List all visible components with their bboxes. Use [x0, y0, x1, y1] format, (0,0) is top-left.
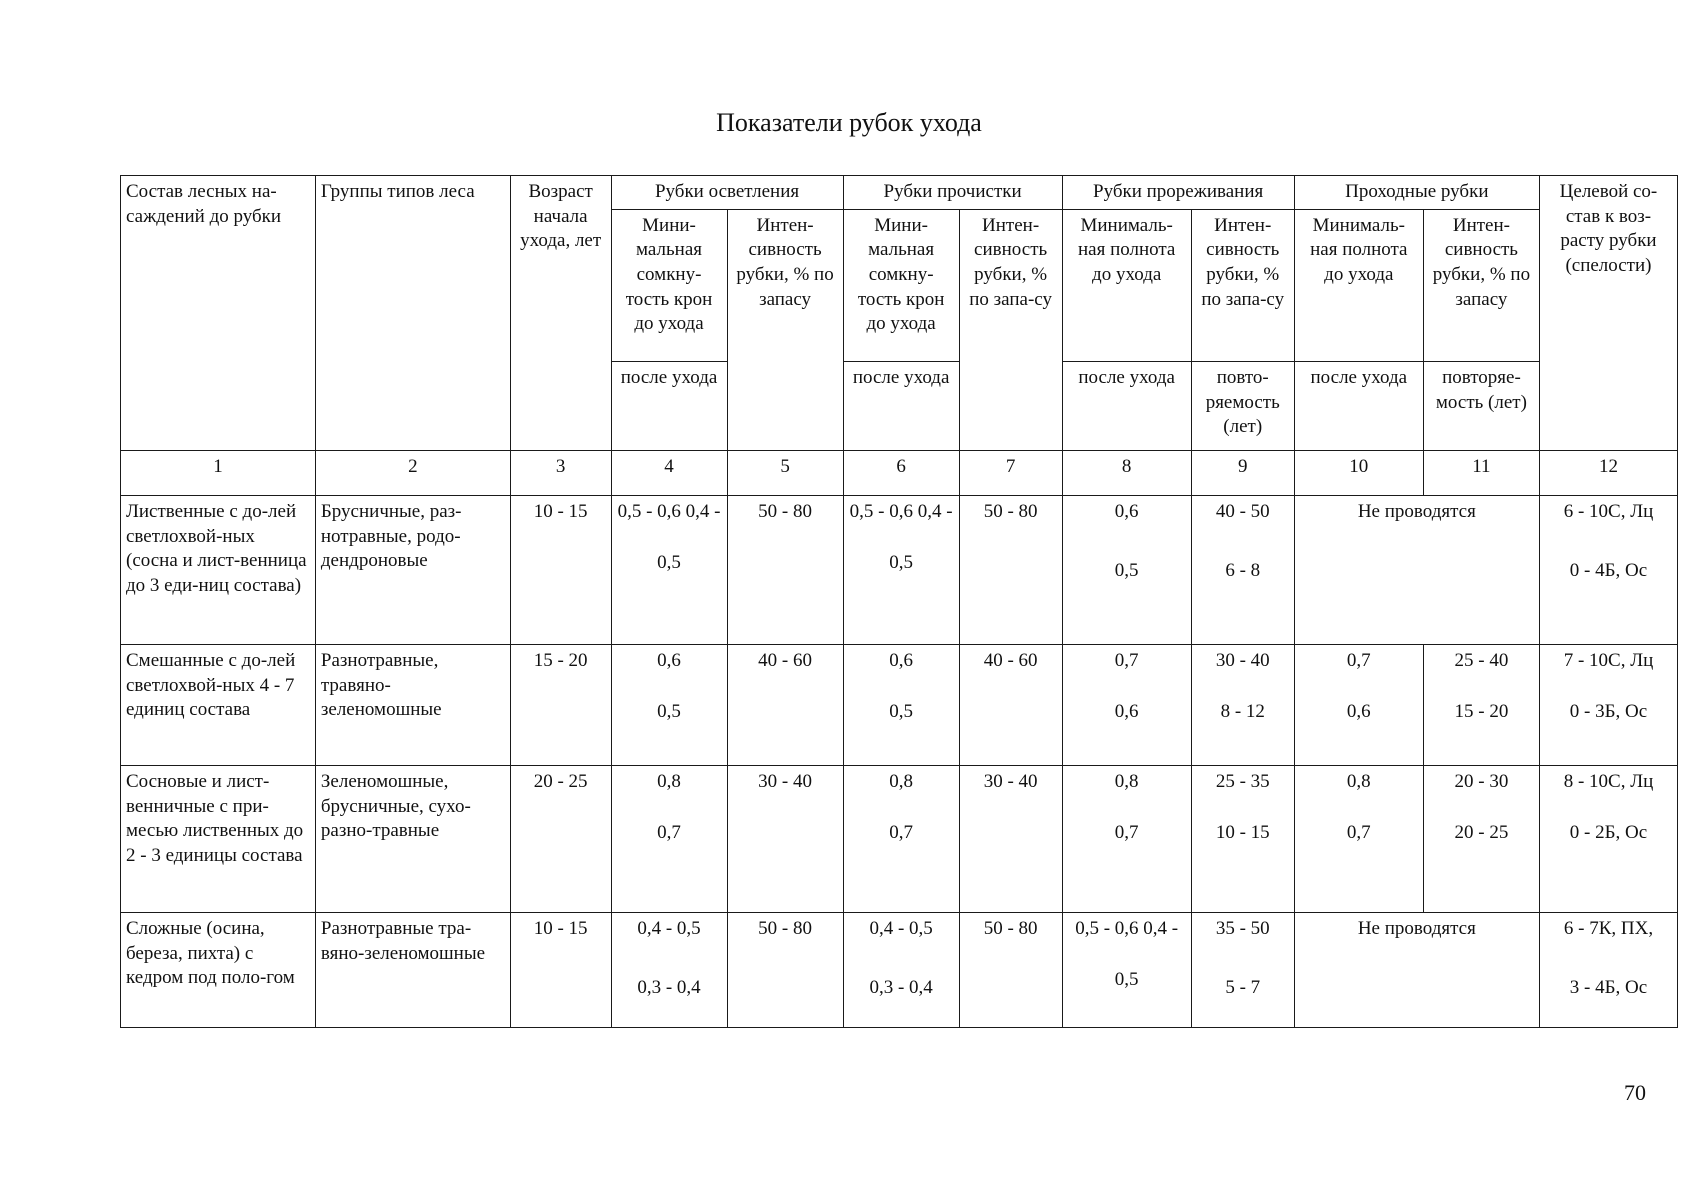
header-prohod-after: после ухода: [1294, 362, 1423, 451]
value-before: 0,8: [1114, 771, 1139, 792]
value-repeat: 5 - 7: [1225, 976, 1261, 998]
header-row-groups: [121, 176, 1678, 210]
target-line-2: 0 - 2Б, Ос: [1569, 821, 1648, 843]
column-number: 10: [1294, 451, 1423, 496]
value-after: 0,7: [1346, 821, 1371, 843]
composition-cell: Сложные (осина, береза, пихта) с кедром под поло-гом: [121, 913, 316, 1028]
start-age-cell: 10 - 15: [510, 496, 611, 645]
value-before: 0,5 - 0,6 0,4 -: [617, 501, 721, 522]
value-after: 0,7: [889, 821, 913, 843]
forest-types-cell: Разнотравные тра-вяно-зеленомошные: [315, 913, 510, 1028]
table-row: [121, 496, 1678, 645]
value-after: 0,3 - 0,4: [637, 976, 701, 998]
prorezh-intensity-cell: [1191, 766, 1294, 913]
column-number: 11: [1423, 451, 1539, 496]
value-after: 0,5: [1114, 968, 1139, 990]
value-after: 0,6: [1114, 700, 1139, 722]
osv-density-cell: [611, 496, 727, 645]
start-age-cell: 15 - 20: [510, 645, 611, 766]
column-number: 1: [121, 451, 316, 496]
prohod-fullness-cell: [1294, 645, 1423, 766]
value-before: 0,6: [889, 650, 913, 671]
header-group-osvetlenie: Рубки осветления: [611, 176, 843, 210]
target-line-2: 0 - 3Б, Ос: [1569, 700, 1648, 722]
value-before: 0,8: [657, 771, 681, 792]
header-prohod-intensity: Интен-сивность рубки, % по запасу: [1423, 209, 1539, 361]
composition-cell: Смешанные с до-лей светлохвой-ных 4 - 7 единиц состава: [121, 645, 316, 766]
header-prorezh-after: после ухода: [1062, 362, 1191, 451]
header-proch-after: после ухода: [843, 362, 959, 451]
proch-intensity-cell: 40 - 60: [959, 645, 1062, 766]
composition-cell: Сосновые и лист-венничные с при-месью лиственных до 2 - 3 единицы состава: [121, 766, 316, 913]
composition-cell: Лиственные с до-лей светлохвой-ных (сосна и лист-венница до 3 еди-ниц состава): [121, 496, 316, 645]
value-intensity: 30 - 40: [1215, 650, 1270, 671]
value-after: 0,5: [1114, 559, 1139, 581]
prohod-not-conducted: Не проводятся: [1294, 496, 1539, 645]
table-row: [121, 766, 1678, 913]
header-start-age: Возраст начала ухода, лет: [510, 176, 611, 451]
column-number: 9: [1191, 451, 1294, 496]
osv-density-cell: [611, 645, 727, 766]
proch-density-cell: [843, 496, 959, 645]
osv-density-cell: [611, 913, 727, 1028]
value-after: 0,3 - 0,4: [869, 976, 933, 998]
value-repeat: 6 - 8: [1225, 559, 1261, 581]
header-prorezh-min-fullness: Минималь-ная полнота до ухода: [1062, 209, 1191, 361]
header-prohod-min-fullness: Минималь-ная полнота до ухода: [1294, 209, 1423, 361]
osv-intensity-cell: 40 - 60: [727, 645, 843, 766]
value-repeat: 20 - 25: [1454, 821, 1509, 843]
start-age-cell: 10 - 15: [510, 913, 611, 1028]
table-row: [121, 913, 1678, 1028]
value-intensity: 25 - 40: [1454, 650, 1509, 671]
value-repeat: 15 - 20: [1454, 700, 1509, 722]
header-osv-intensity: Интен-сивность рубки, % по запасу: [727, 209, 843, 450]
column-number: 8: [1062, 451, 1191, 496]
page-number: 70: [1624, 1080, 1646, 1105]
forest-types-cell: Разнотравные, травяно-зеленомошные: [315, 645, 510, 766]
table-row: [121, 645, 1678, 766]
header-group-prorezhivanie: Рубки прореживания: [1062, 176, 1294, 210]
value-repeat: 10 - 15: [1215, 821, 1270, 843]
prorezh-fullness-cell: [1062, 913, 1191, 1028]
forest-types-cell: Брусничные, раз-нотравные, родо-дендроновые: [315, 496, 510, 645]
target-composition-cell: [1539, 913, 1677, 1028]
page-title: Показатели рубок ухода: [716, 108, 982, 137]
logging-indicators-table: [120, 175, 1678, 1028]
osv-intensity-cell: 30 - 40: [727, 766, 843, 913]
target-line-1: 8 - 10С, Лц: [1563, 771, 1654, 792]
header-osv-after: после ухода: [611, 362, 727, 451]
target-line-2: 3 - 4Б, Ос: [1569, 976, 1648, 998]
value-intensity: 35 - 50: [1215, 918, 1270, 939]
osv-density-cell: [611, 766, 727, 913]
column-number: 6: [843, 451, 959, 496]
osv-intensity-cell: 50 - 80: [727, 496, 843, 645]
value-before: 0,5 - 0,6 0,4 -: [1075, 918, 1179, 939]
proch-intensity-cell: 30 - 40: [959, 766, 1062, 913]
column-number: 5: [727, 451, 843, 496]
value-before: 0,5 - 0,6 0,4 -: [849, 501, 953, 522]
header-target-composition: Целевой со-став к воз-расту рубки (спелости): [1539, 176, 1677, 451]
prorezh-fullness-cell: [1062, 496, 1191, 645]
header-proch-min-density: Мини-мальная сомкну-тость крон до ухода: [843, 209, 959, 361]
target-composition-cell: [1539, 496, 1677, 645]
value-before: 0,4 - 0,5: [869, 918, 933, 939]
proch-intensity-cell: 50 - 80: [959, 496, 1062, 645]
header-osv-min-density: Мини-мальная сомкну-тость крон до ухода: [611, 209, 727, 361]
value-after: 0,5: [657, 551, 681, 573]
header-prorezh-repeat: повто-ряемость (лет): [1191, 362, 1294, 451]
value-after: 0,7: [657, 821, 681, 843]
proch-density-cell: [843, 645, 959, 766]
value-before: 0,6: [1114, 501, 1139, 522]
target-line-1: 7 - 10С, Лц: [1563, 650, 1654, 671]
target-composition-cell: [1539, 766, 1677, 913]
value-after: 0,5: [889, 700, 913, 722]
prorezh-intensity-cell: [1191, 645, 1294, 766]
value-intensity: 40 - 50: [1215, 501, 1270, 522]
proch-density-cell: [843, 766, 959, 913]
value-after: 0,7: [1114, 821, 1139, 843]
prorezh-intensity-cell: [1191, 913, 1294, 1028]
header-composition: Состав лесных на-саждений до рубки: [121, 176, 316, 451]
osv-intensity-cell: 50 - 80: [727, 913, 843, 1028]
value-before: 0,4 - 0,5: [637, 918, 701, 939]
value-after: 0,5: [889, 551, 913, 573]
target-line-1: 6 - 7К, ПХ,: [1563, 918, 1654, 939]
value-before: 0,8: [1346, 771, 1371, 792]
value-before: 0,7: [1114, 650, 1139, 671]
column-number: 3: [510, 451, 611, 496]
column-number: 12: [1539, 451, 1677, 496]
column-number: 4: [611, 451, 727, 496]
column-number: 2: [315, 451, 510, 496]
start-age-cell: 20 - 25: [510, 766, 611, 913]
header-group-prochistka: Рубки прочистки: [843, 176, 1062, 210]
prorezh-fullness-cell: [1062, 645, 1191, 766]
value-before: 0,8: [889, 771, 913, 792]
value-intensity: 25 - 35: [1215, 771, 1270, 792]
forest-types-cell: Зеленомошные, брусничные, сухо-разно-травные: [315, 766, 510, 913]
header-forest-types: Группы типов леса: [315, 176, 510, 451]
prohod-intensity-cell: [1423, 645, 1539, 766]
value-intensity: 20 - 30: [1454, 771, 1509, 792]
prohod-fullness-cell: [1294, 766, 1423, 913]
value-after: 0,5: [657, 700, 681, 722]
prohod-not-conducted: Не проводятся: [1294, 913, 1539, 1028]
header-group-prohodnye: Проходные рубки: [1294, 176, 1539, 210]
column-number: 7: [959, 451, 1062, 496]
proch-intensity-cell: 50 - 80: [959, 913, 1062, 1028]
target-line-1: 6 - 10С, Лц: [1563, 501, 1654, 522]
header-proch-intensity: Интен-сивность рубки, % по запа-су: [959, 209, 1062, 450]
prohod-intensity-cell: [1423, 766, 1539, 913]
target-line-2: 0 - 4Б, Ос: [1569, 559, 1648, 581]
prorezh-intensity-cell: [1191, 496, 1294, 645]
value-before: 0,7: [1346, 650, 1371, 671]
column-number-row: [121, 451, 1678, 496]
header-prorezh-intensity: Интен-сивность рубки, % по запа-су: [1191, 209, 1294, 361]
prorezh-fullness-cell: [1062, 766, 1191, 913]
proch-density-cell: [843, 913, 959, 1028]
value-before: 0,6: [657, 650, 681, 671]
value-after: 0,6: [1346, 700, 1371, 722]
header-prohod-repeat: повторяе-мость (лет): [1423, 362, 1539, 451]
target-composition-cell: [1539, 645, 1677, 766]
value-repeat: 8 - 12: [1220, 700, 1265, 722]
